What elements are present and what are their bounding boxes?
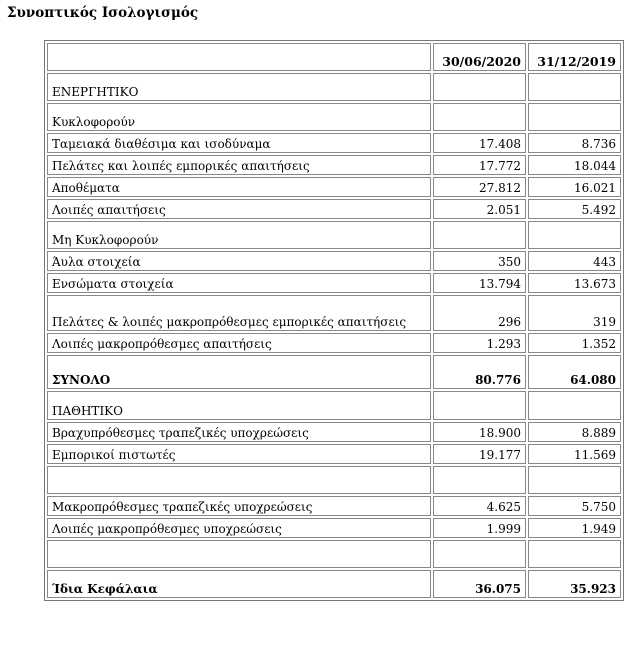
value-2020: 36.075: [433, 570, 526, 598]
value-2019: 35.923: [528, 570, 621, 598]
value-2019: 16.021: [528, 177, 621, 197]
row-label: Εμπορικοί πιστωτές: [47, 444, 431, 464]
row-label: ΠΑΘΗΤΙΚΟ: [47, 391, 431, 420]
table-row: [47, 570, 621, 598]
table-row: [47, 221, 621, 249]
value-2019: [528, 221, 621, 249]
value-2019: [528, 466, 621, 494]
table-row: [47, 466, 621, 494]
table-row: [47, 273, 621, 293]
table-row: [47, 444, 621, 464]
value-2020: 17.408: [433, 133, 526, 153]
balance-sheet-table: [44, 40, 624, 601]
value-2019: 11.569: [528, 444, 621, 464]
row-label: Λοιπές μακροπρόθεσμες υποχρεώσεις: [47, 518, 431, 538]
value-2020: [433, 391, 526, 420]
value-2019: 8.736: [528, 133, 621, 153]
header-cell-label: [47, 43, 431, 71]
header-cell-2020: 30/06/2020: [433, 43, 526, 71]
value-2019: 64.080: [528, 355, 621, 389]
value-2020: 2.051: [433, 199, 526, 219]
table-row: [47, 73, 621, 101]
value-2019: 8.889: [528, 422, 621, 442]
value-2020: 1.999: [433, 518, 526, 538]
value-2020: 350: [433, 251, 526, 271]
value-2020: [433, 73, 526, 101]
table-row: [47, 333, 621, 353]
value-2019: 1.352: [528, 333, 621, 353]
value-2020: 18.900: [433, 422, 526, 442]
row-label: [47, 466, 431, 494]
value-2020: 13.794: [433, 273, 526, 293]
value-2019: [528, 391, 621, 420]
value-2020: 27.812: [433, 177, 526, 197]
value-2020: 19.177: [433, 444, 526, 464]
header-cell-2019: 31/12/2019: [528, 43, 621, 71]
value-2020: 4.625: [433, 496, 526, 516]
table-row: [47, 295, 621, 331]
row-label: Ίδια Κεφάλαια: [47, 570, 431, 598]
row-label: Πελάτες & λοιπές μακροπρόθεσμες εμπορικές απαιτήσεις: [47, 295, 431, 331]
row-label: Μη Κυκλοφορούν: [47, 221, 431, 249]
value-2019: 13.673: [528, 273, 621, 293]
table-header-row: [47, 43, 621, 71]
row-label: Βραχυπρόθεσμες τραπεζικές υποχρεώσεις: [47, 422, 431, 442]
value-2019: 1.949: [528, 518, 621, 538]
table-row: [47, 496, 621, 516]
value-2019: 18.044: [528, 155, 621, 175]
row-label: Μακροπρόθεσμες τραπεζικές υποχρεώσεις: [47, 496, 431, 516]
value-2019: 443: [528, 251, 621, 271]
table-row: [47, 518, 621, 538]
value-2020: [433, 540, 526, 568]
row-label: Άυλα στοιχεία: [47, 251, 431, 271]
row-label: Ταμειακά διαθέσιμα και ισοδύναμα: [47, 133, 431, 153]
row-label: Λοιπές μακροπρόθεσμες απαιτήσεις: [47, 333, 431, 353]
table-row: [47, 391, 621, 420]
table-row: [47, 177, 621, 197]
table-row: [47, 251, 621, 271]
value-2020: 1.293: [433, 333, 526, 353]
value-2020: 296: [433, 295, 526, 331]
row-label: ΕΝΕΡΓΗΤΙΚΟ: [47, 73, 431, 101]
value-2020: [433, 103, 526, 131]
value-2019: 5.492: [528, 199, 621, 219]
value-2019: [528, 540, 621, 568]
value-2019: [528, 73, 621, 101]
value-2019: 5.750: [528, 496, 621, 516]
row-label: Ενσώματα στοιχεία: [47, 273, 431, 293]
page-title: Συνοπτικός Ισολογισμός: [7, 5, 199, 21]
table-row: [47, 133, 621, 153]
value-2020: 80.776: [433, 355, 526, 389]
value-2020: [433, 466, 526, 494]
value-2019: [528, 103, 621, 131]
value-2020: 17.772: [433, 155, 526, 175]
table-row: [47, 155, 621, 175]
table-row: [47, 355, 621, 389]
table-row: [47, 103, 621, 131]
row-label: Πελάτες και λοιπές εμπορικές απαιτήσεις: [47, 155, 431, 175]
value-2020: [433, 221, 526, 249]
table-row: [47, 199, 621, 219]
row-label: Αποθέματα: [47, 177, 431, 197]
row-label: ΣΥΝΟΛΟ: [47, 355, 431, 389]
table-row: [47, 422, 621, 442]
table-row: [47, 540, 621, 568]
row-label: Λοιπές απαιτήσεις: [47, 199, 431, 219]
value-2019: 319: [528, 295, 621, 331]
row-label: Κυκλοφορούν: [47, 103, 431, 131]
row-label: [47, 540, 431, 568]
